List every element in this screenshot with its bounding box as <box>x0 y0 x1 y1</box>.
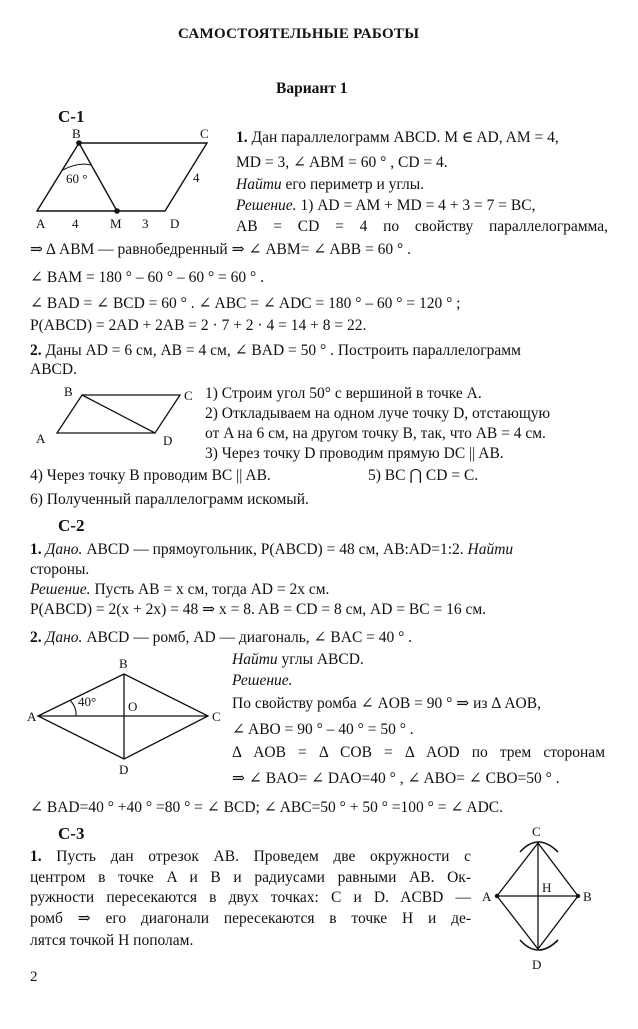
fig3-label-b: B <box>583 889 592 904</box>
section-label-c2: С-2 <box>58 516 85 535</box>
c2-p1-line2: стороны. <box>30 561 90 578</box>
fig3-label-d: D <box>532 957 542 972</box>
fig2-label-d: D <box>163 433 173 448</box>
fig1-label-d: D <box>170 216 180 231</box>
c1-p2-line1: 2. Даны AD = 6 см, AB = 4 см, ∠ BAD = 50 ° . Построить параллелограмм <box>30 342 521 359</box>
c2-p1-line4: P(ABCD) = 2(x + 2x) = 48 ⇒ x = 8. AB = CD = 8 см, AD = BC = 16 см. <box>30 601 487 618</box>
fig2-label-c: C <box>184 388 193 403</box>
fig1-label-md: 3 <box>142 216 149 231</box>
c2-p2-line4: ∠ ABO = 90 ° – 40 ° = 50 ° . <box>232 721 414 738</box>
c3-p1-line4: ромб ⇒ его диагонали пересекаются в точке H и де- <box>30 910 471 927</box>
c1-p1-line8: ∠ BAD = ∠ BCD = 60 ° . ∠ ABC = ∠ ADC = 180 ° – 60 ° = 120 ° ; <box>30 295 461 312</box>
section-label-c1: С-1 <box>58 107 85 126</box>
c1-p2-step2: 2) Откладываем на одном луче точку D, отстающую <box>205 405 551 422</box>
rhombus-label-b: B <box>119 656 128 671</box>
fig3-label-h: H <box>542 880 552 895</box>
rhombus-label-d: D <box>119 762 129 777</box>
c1-p1-line5: AB = CD = 4 по свойству параллелограмма, <box>236 218 608 235</box>
fig2-label-b: B <box>64 384 73 399</box>
c2-p2-line2: Найти углы ABCD. <box>232 651 364 668</box>
c1-p1-line9: P(ABCD) = 2AD + 2AB = 2 · 7 + 2 · 4 = 14 + 8 = 22. <box>30 317 367 334</box>
c3-p1-line1: 1. Пусть дан отрезок AB. Проведем две окружности с <box>30 848 471 865</box>
c1-p2-line2: ABCD. <box>30 361 77 378</box>
c1-p2-step7: 6) Полученный параллелограмм искомый. <box>30 491 309 508</box>
rhombus-label-a: A <box>27 709 37 724</box>
c1-p1-line1: 1. Дан параллелограмм ABCD. M ∈ AD, AM = 4, <box>236 129 559 146</box>
c2-p1-line1: 1. Дано. ABCD — прямоугольник, P(ABCD) = 48 см, AB:AD=1:2. Найти <box>30 541 514 558</box>
fig1-label-bc: 4 <box>193 170 200 185</box>
c1-p2-step1: 1) Строим угол 50° с вершиной в точке A. <box>205 385 482 402</box>
section-label-c3: С-3 <box>58 824 85 843</box>
c2-p2-line3: По свойству ромба ∠ AOB = 90 ° ⇒ из Δ AOB, <box>232 695 541 712</box>
c1-p1-line6: ⇒ Δ ABM — равнобедренный ⇒ ∠ ABM= ∠ ABB = 60 ° . <box>30 241 411 258</box>
c2-p2-line1: 2. Дано. ABCD — ромб, AD — диагональ, ∠ BAC = 40 ° . <box>30 629 413 646</box>
rhombus-label-angle: 40° <box>78 694 97 709</box>
fig1-label-b: B <box>72 126 81 141</box>
rhombus-label-c: C <box>212 709 221 724</box>
fig1-label-am: 4 <box>72 216 79 231</box>
c1-p1-line2: MD = 3, ∠ ABM = 60 ° , CD = 4. <box>236 154 448 171</box>
c1-p2-step6: 5) BC ⋂ CD = C. <box>368 467 479 484</box>
fig3-label-a: A <box>482 889 492 904</box>
c1-p2-step5: 4) Через точку B проводим BC || AB. <box>30 467 271 484</box>
c1-p1-line7: ∠ BAM = 180 ° – 60 ° – 60 ° = 60 ° . <box>30 269 264 286</box>
c2-p2-line5: Δ AOB = Δ COB = Δ AOD по трем сторонам <box>232 744 605 761</box>
c2-p2-line7: ∠ BAD=40 ° +40 ° =80 ° = ∠ BCD; ∠ ABC=50 ° + 50 ° =100 ° = ∠ ADC. <box>30 799 503 816</box>
c3-p1-line5: лятся точкой H пополам. <box>30 932 194 949</box>
fig1-label-c: C <box>200 126 209 141</box>
fig1-label-angle: 60 ° <box>66 171 88 186</box>
c1-p2-step3: от A на 6 см, на другом точку B, так, что AB = 4 см. <box>205 425 546 442</box>
c1-p2-step4: 3) Через точку D проводим прямую DC || AB. <box>205 445 504 462</box>
c2-p2-solution-label: Решение. <box>232 672 293 689</box>
c1-p1-line4: Решение. 1) AD = AM + MD = 4 + 3 = 7 = BC, <box>236 197 536 214</box>
fig3-label-c: C <box>532 824 541 839</box>
c3-p1-line2: центром в точке A и B и радиусами равными AB. Ок- <box>30 869 471 886</box>
c3-p1-line3: ружности пересекаются в двух точках: C и D. ACBD — <box>30 889 471 906</box>
fig1-label-m: M <box>110 216 122 231</box>
variant-title: Вариант 1 <box>276 80 348 97</box>
c2-p1-line3: Решение. Пусть AB = x см, тогда AD = 2x см. <box>30 581 330 598</box>
fig2-label-a: A <box>36 431 46 446</box>
c1-p1-line3: Найти его периметр и углы. <box>236 176 425 193</box>
page-header: САМОСТОЯТЕЛЬНЫЕ РАБОТЫ <box>178 26 420 42</box>
rhombus-label-o: O <box>128 699 138 714</box>
fig1-label-a: A <box>36 216 46 231</box>
page-number: 2 <box>30 969 38 985</box>
c2-p2-line6: ⇒ ∠ BAO= ∠ DAO=40 ° , ∠ ABO= ∠ CBO=50 ° . <box>232 770 560 787</box>
